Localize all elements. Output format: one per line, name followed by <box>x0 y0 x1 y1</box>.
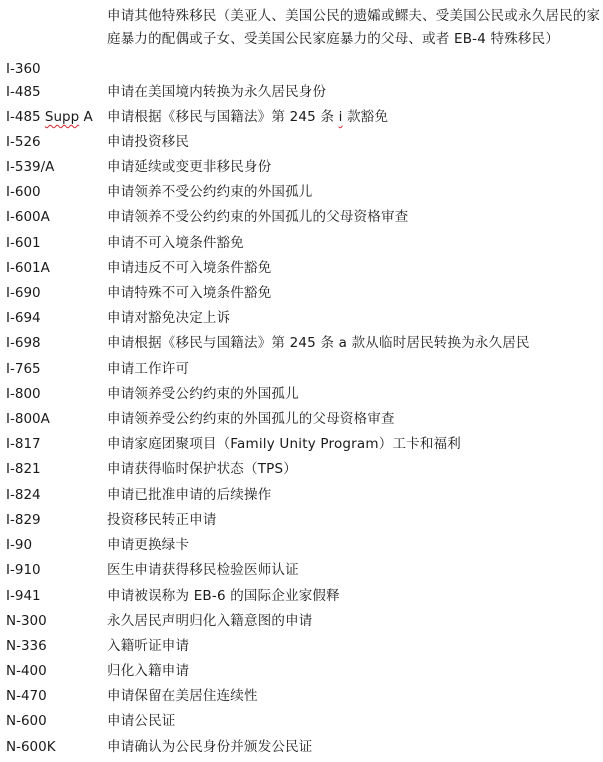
spellcheck-underline: i <box>338 109 343 125</box>
form-code: I-601A <box>6 260 50 276</box>
form-code: I-539/A <box>6 159 55 175</box>
form-code: I-360 <box>6 61 41 77</box>
form-code: N-336 <box>6 638 47 654</box>
form-description: 申请公民证 <box>107 713 176 729</box>
form-code: I-90 <box>6 537 33 553</box>
form-code: I-526 <box>6 134 41 150</box>
form-description: 申请领养受公约约束的外国孤儿的父母资格审查 <box>107 411 395 427</box>
form-description: 申请被误称为 EB-6 的国际企业家假释 <box>107 588 340 604</box>
form-description: 申请违反不可入境条件豁免 <box>107 260 272 276</box>
form-description: 申请已批准申请的后续操作 <box>107 487 272 503</box>
form-description: 申请根据《移民与国籍法》第 245 条 i 款豁免 <box>107 109 389 125</box>
form-code: I-690 <box>6 285 41 301</box>
form-description: 申请家庭团聚项目（Family Unity Program）工卡和福利 <box>107 436 461 452</box>
form-description: 永久居民声明归化入籍意图的申请 <box>107 613 313 629</box>
form-description: 申请不可入境条件豁免 <box>107 235 244 251</box>
spellcheck-underline: Supp <box>44 109 80 125</box>
form-description: 申请确认为公民身份并颁发公民证 <box>107 739 313 755</box>
form-code: N-400 <box>6 663 47 679</box>
form-description: 申请领养不受公约约束的外国孤儿的父母资格审查 <box>107 209 409 225</box>
form-description: 申请对豁免决定上诉 <box>107 310 231 326</box>
form-code: I-829 <box>6 512 41 528</box>
form-code: I-698 <box>6 335 41 351</box>
form-description: 申请更换绿卡 <box>107 537 190 553</box>
form-description: 申请根据《移民与国籍法》第 245 条 a 款从临时居民转换为永久居民 <box>107 335 530 351</box>
form-code: I-601 <box>6 235 41 251</box>
form-code: N-470 <box>6 688 47 704</box>
form-description: 申请在美国境内转换为永久居民身份 <box>107 84 327 100</box>
form-description: 医生申请获得移民检验医师认证 <box>107 562 299 578</box>
form-description: 申请特殊不可入境条件豁免 <box>107 285 272 301</box>
form-code: N-600K <box>6 739 56 755</box>
form-code: I-600A <box>6 209 50 225</box>
form-description: 申请投资移民 <box>107 134 190 150</box>
form-code: N-600 <box>6 713 47 729</box>
form-code: I-485 Supp A <box>6 109 93 125</box>
form-code: I-910 <box>6 562 41 578</box>
form-code: I-821 <box>6 461 41 477</box>
form-description: 申请领养不受公约约束的外国孤儿 <box>107 184 313 200</box>
form-description: 申请工作许可 <box>107 361 190 377</box>
form-code: I-765 <box>6 361 41 377</box>
form-description: 归化入籍申请 <box>107 663 190 679</box>
form-description: 申请延续或变更非移民身份 <box>107 159 272 175</box>
form-code: I-800A <box>6 411 50 427</box>
form-code: I-824 <box>6 487 41 503</box>
form-code: I-694 <box>6 310 41 326</box>
form-code: I-817 <box>6 436 41 452</box>
form-description: 申请其他特殊移民（美亚人、美国公民的遗孀或鳏夫、受美国公民或永久居民的家庭暴力的配偶或子女、受美国公民家庭暴力的父母、或者 EB-4 特殊移民） <box>107 8 601 48</box>
form-code: I-800 <box>6 386 41 402</box>
form-description: 入籍听证申请 <box>107 638 190 654</box>
form-code: I-600 <box>6 184 41 200</box>
form-description: 申请领养受公约约束的外国孤儿 <box>107 386 299 402</box>
form-code: I-485 <box>6 84 41 100</box>
form-code: N-300 <box>6 613 47 629</box>
list-item <box>0 0 603 76</box>
form-code: I-941 <box>6 588 41 604</box>
form-description: 申请获得临时保护状态（TPS） <box>107 461 297 477</box>
form-description: 申请保留在美居住连续性 <box>107 688 258 704</box>
form-description: 投资移民转正申请 <box>107 512 217 528</box>
